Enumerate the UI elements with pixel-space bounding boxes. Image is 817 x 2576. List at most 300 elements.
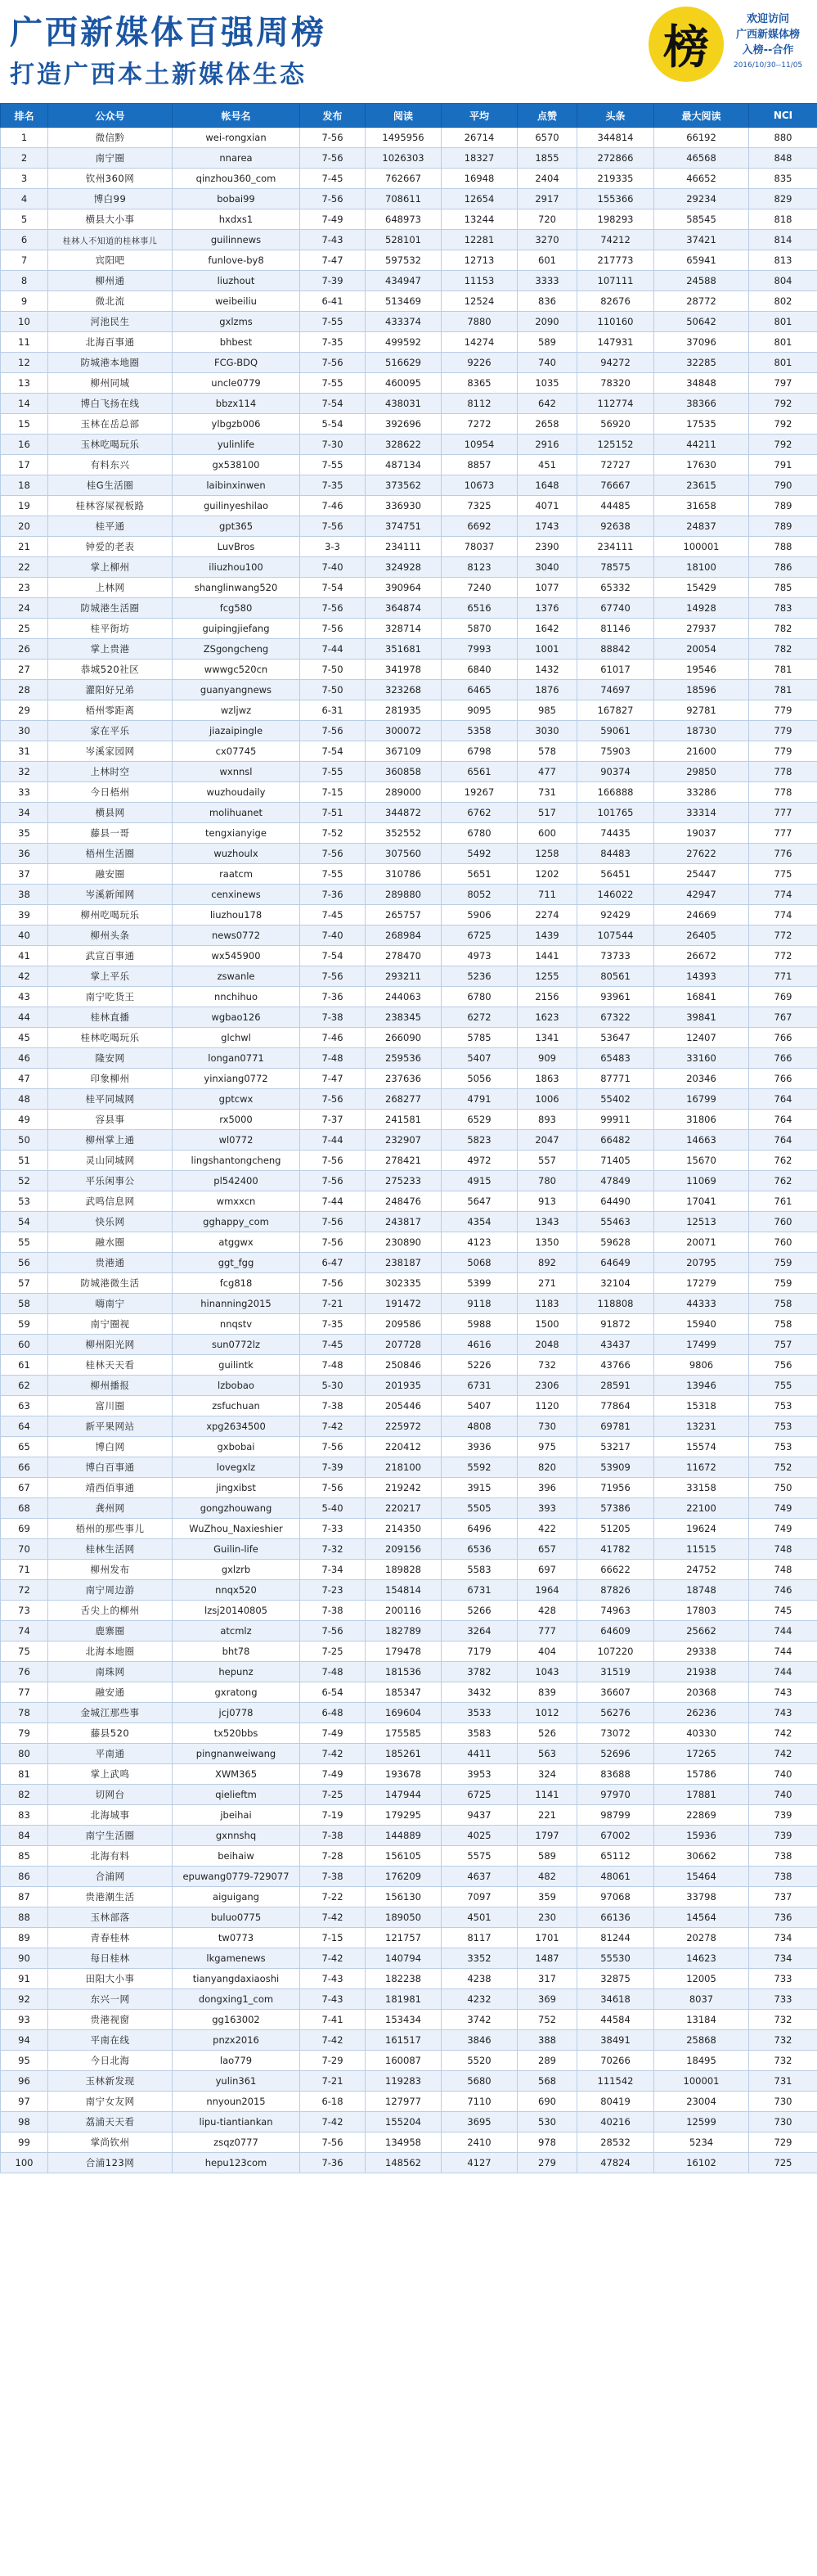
reads-cell: 300072 — [366, 721, 442, 741]
table-row — [1, 782, 817, 803]
account-name-cell: 龚州网 — [48, 1498, 173, 1519]
max-reads-cell: 29338 — [654, 1642, 749, 1662]
table-row — [1, 1764, 817, 1785]
account-name-cell: 掌上柳州 — [48, 557, 173, 578]
max-reads-cell: 34848 — [654, 373, 749, 394]
posts-cell: 7-25 — [300, 1785, 366, 1805]
max-reads-cell: 18495 — [654, 2051, 749, 2071]
account-name-cell: 青春桂林 — [48, 1928, 173, 1948]
max-reads-cell: 9806 — [654, 1355, 749, 1376]
nci-cell: 776 — [749, 844, 817, 864]
reads-cell: 360858 — [366, 762, 442, 782]
headline-cell: 56451 — [577, 864, 654, 885]
max-reads-cell: 15574 — [654, 1437, 749, 1457]
nci-cell: 797 — [749, 373, 817, 394]
account-id-cell: jcj0778 — [173, 1703, 300, 1723]
rank-cell: 23 — [1, 578, 48, 598]
account-id-cell: zsqz0777 — [173, 2132, 300, 2153]
reads-cell: 181536 — [366, 1662, 442, 1682]
rank-cell: 5 — [1, 209, 48, 230]
headline-cell: 87826 — [577, 1580, 654, 1601]
account-id-cell: wwwgc520cn — [173, 660, 300, 680]
likes-cell: 2916 — [518, 435, 577, 455]
posts-cell: 7-54 — [300, 578, 366, 598]
account-id-cell: qielieftm — [173, 1785, 300, 1805]
average-cell: 5226 — [442, 1355, 518, 1376]
headline-cell: 97970 — [577, 1785, 654, 1805]
headline-cell: 64490 — [577, 1191, 654, 1212]
posts-cell: 7-54 — [300, 741, 366, 762]
account-name-cell: 微信黔 — [48, 128, 173, 148]
headline-cell: 74697 — [577, 680, 654, 700]
max-reads-cell: 14393 — [654, 966, 749, 987]
reads-cell: 243817 — [366, 1212, 442, 1232]
posts-cell: 7-38 — [300, 1826, 366, 1846]
account-name-cell: 河池民生 — [48, 312, 173, 332]
max-reads-cell: 17535 — [654, 414, 749, 435]
rank-cell: 56 — [1, 1253, 48, 1273]
account-name-cell: 东兴一网 — [48, 1989, 173, 2010]
account-name-cell: 南宁吃货王 — [48, 987, 173, 1007]
nci-cell: 764 — [749, 1110, 817, 1130]
account-name-cell: 平乐闲事公 — [48, 1171, 173, 1191]
headline-cell: 80419 — [577, 2092, 654, 2112]
average-cell: 6780 — [442, 987, 518, 1007]
table-row — [1, 1989, 817, 2010]
account-id-cell: nnarea — [173, 148, 300, 169]
average-cell: 78037 — [442, 537, 518, 557]
account-id-cell: shanglinwang520 — [173, 578, 300, 598]
max-reads-cell: 58545 — [654, 209, 749, 230]
table-row — [1, 1907, 817, 1928]
rank-cell: 51 — [1, 1151, 48, 1171]
likes-cell: 1648 — [518, 475, 577, 496]
posts-cell: 7-42 — [300, 1907, 366, 1928]
rank-cell: 13 — [1, 373, 48, 394]
likes-cell: 892 — [518, 1253, 577, 1273]
reads-cell: 648973 — [366, 209, 442, 230]
logo-char: 榜 — [663, 20, 709, 74]
account-name-cell: 柳州头条 — [48, 925, 173, 946]
account-name-cell: 南宁周边游 — [48, 1580, 173, 1601]
likes-cell: 404 — [518, 1642, 577, 1662]
average-cell: 19267 — [442, 782, 518, 803]
average-cell: 6762 — [442, 803, 518, 823]
average-cell: 6496 — [442, 1519, 518, 1539]
max-reads-cell: 29234 — [654, 189, 749, 209]
nci-cell: 764 — [749, 1089, 817, 1110]
rank-cell: 45 — [1, 1028, 48, 1048]
headline-cell: 84483 — [577, 844, 654, 864]
page-title: 广西新媒体百强周榜 — [10, 14, 326, 52]
reads-cell: 209156 — [366, 1539, 442, 1560]
max-reads-cell: 18748 — [654, 1580, 749, 1601]
account-id-cell: longan0771 — [173, 1048, 300, 1069]
account-name-cell: 融水圈 — [48, 1232, 173, 1253]
max-reads-cell: 23615 — [654, 475, 749, 496]
join-link[interactable]: 入榜--合作 — [742, 44, 794, 56]
max-reads-cell: 27622 — [654, 844, 749, 864]
headline-cell: 56920 — [577, 414, 654, 435]
account-name-cell: 桂林天天看 — [48, 1355, 173, 1376]
headline-cell: 55530 — [577, 1948, 654, 1969]
account-name-cell: 恭城520社区 — [48, 660, 173, 680]
table-row — [1, 2071, 817, 2092]
account-name-cell: 藤县一哥 — [48, 823, 173, 844]
average-cell: 5680 — [442, 2071, 518, 2092]
nci-cell: 818 — [749, 209, 817, 230]
rank-cell: 6 — [1, 230, 48, 250]
headline-cell: 94272 — [577, 353, 654, 373]
account-id-cell: guilinyeshilao — [173, 496, 300, 516]
posts-cell: 7-56 — [300, 1437, 366, 1457]
max-reads-cell: 50642 — [654, 312, 749, 332]
max-reads-cell: 13184 — [654, 2010, 749, 2030]
likes-cell: 530 — [518, 2112, 577, 2132]
account-id-cell: atcmlz — [173, 1621, 300, 1642]
rank-cell: 93 — [1, 2010, 48, 2030]
posts-cell: 7-38 — [300, 1601, 366, 1621]
rank-cell: 43 — [1, 987, 48, 1007]
average-cell: 5505 — [442, 1498, 518, 1519]
account-name-cell: 上林网 — [48, 578, 173, 598]
account-id-cell: nnyoun2015 — [173, 2092, 300, 2112]
table-row — [1, 1314, 817, 1335]
average-cell: 7993 — [442, 639, 518, 660]
likes-cell: 3030 — [518, 721, 577, 741]
nci-cell: 748 — [749, 1560, 817, 1580]
nci-cell: 753 — [749, 1416, 817, 1437]
posts-cell: 5-54 — [300, 414, 366, 435]
table-row — [1, 1642, 817, 1662]
account-id-cell: rx5000 — [173, 1110, 300, 1130]
nci-cell: 777 — [749, 823, 817, 844]
reads-cell: 259536 — [366, 1048, 442, 1069]
max-reads-cell: 19037 — [654, 823, 749, 844]
max-reads-cell: 24669 — [654, 905, 749, 925]
max-reads-cell: 33286 — [654, 782, 749, 803]
likes-cell: 393 — [518, 1498, 577, 1519]
max-reads-cell: 40330 — [654, 1723, 749, 1744]
max-reads-cell: 24752 — [654, 1560, 749, 1580]
nci-cell: 772 — [749, 946, 817, 966]
account-name-cell: 防城港本地圈 — [48, 353, 173, 373]
average-cell: 5492 — [442, 844, 518, 864]
account-id-cell: tianyangdaxiaoshi — [173, 1969, 300, 1989]
likes-cell: 1876 — [518, 680, 577, 700]
account-id-cell: bht78 — [173, 1642, 300, 1662]
max-reads-cell: 17041 — [654, 1191, 749, 1212]
table-row — [1, 1396, 817, 1416]
reads-cell: 148562 — [366, 2153, 442, 2173]
table-body — [1, 128, 817, 2173]
account-name-cell: 贵港通 — [48, 1253, 173, 1273]
likes-cell: 1183 — [518, 1294, 577, 1314]
headline-cell: 67322 — [577, 1007, 654, 1028]
max-reads-cell: 20071 — [654, 1232, 749, 1253]
rank-cell: 83 — [1, 1805, 48, 1826]
account-name-cell: 平南通 — [48, 1744, 173, 1764]
reads-cell: 302335 — [366, 1273, 442, 1294]
posts-cell: 7-50 — [300, 660, 366, 680]
max-reads-cell: 25447 — [654, 864, 749, 885]
reads-cell: 324928 — [366, 557, 442, 578]
nci-cell: 791 — [749, 455, 817, 475]
account-name-cell: 玉林在岳总部 — [48, 414, 173, 435]
reads-cell: 528101 — [366, 230, 442, 250]
nci-cell: 778 — [749, 762, 817, 782]
account-id-cell: gxbobai — [173, 1437, 300, 1457]
nci-cell: 734 — [749, 1928, 817, 1948]
posts-cell: 7-19 — [300, 1805, 366, 1826]
account-id-cell: epuwang0779-729077 — [173, 1867, 300, 1887]
account-name-cell: 桂林吃喝玩乐 — [48, 1028, 173, 1048]
posts-cell: 7-40 — [300, 925, 366, 946]
likes-cell: 451 — [518, 455, 577, 475]
table-row — [1, 169, 817, 189]
max-reads-cell: 17499 — [654, 1335, 749, 1355]
max-reads-cell: 8037 — [654, 1989, 749, 2010]
headline-cell: 88842 — [577, 639, 654, 660]
max-reads-cell: 37096 — [654, 332, 749, 353]
average-cell: 12654 — [442, 189, 518, 209]
posts-cell: 3-3 — [300, 537, 366, 557]
rank-cell: 27 — [1, 660, 48, 680]
headline-cell: 78320 — [577, 373, 654, 394]
max-reads-cell: 21600 — [654, 741, 749, 762]
reads-cell: 241581 — [366, 1110, 442, 1130]
account-id-cell: hxdxs1 — [173, 209, 300, 230]
account-name-cell: 贵港视窗 — [48, 2010, 173, 2030]
rank-cell: 29 — [1, 700, 48, 721]
table-row — [1, 1437, 817, 1457]
nci-cell: 792 — [749, 394, 817, 414]
table-row — [1, 1867, 817, 1887]
headline-cell: 111542 — [577, 2071, 654, 2092]
max-reads-cell: 15429 — [654, 578, 749, 598]
ranking-table — [0, 103, 817, 2173]
account-name-cell: 有料东兴 — [48, 455, 173, 475]
average-cell: 5358 — [442, 721, 518, 741]
likes-cell: 1376 — [518, 598, 577, 619]
table-row — [1, 2153, 817, 2173]
reads-cell: 289880 — [366, 885, 442, 905]
rank-cell: 37 — [1, 864, 48, 885]
max-reads-cell: 16799 — [654, 1089, 749, 1110]
max-reads-cell: 14663 — [654, 1130, 749, 1151]
average-cell: 6272 — [442, 1007, 518, 1028]
headline-cell: 64649 — [577, 1253, 654, 1273]
nci-cell: 771 — [749, 966, 817, 987]
table-row — [1, 680, 817, 700]
max-reads-cell: 12407 — [654, 1028, 749, 1048]
reads-cell: 219242 — [366, 1478, 442, 1498]
account-id-cell: bbzx114 — [173, 394, 300, 414]
table-row — [1, 1416, 817, 1437]
headline-cell: 28532 — [577, 2132, 654, 2153]
rank-cell: 57 — [1, 1273, 48, 1294]
rank-cell: 39 — [1, 905, 48, 925]
table-row — [1, 1212, 817, 1232]
nci-cell: 753 — [749, 1396, 817, 1416]
likes-cell: 732 — [518, 1355, 577, 1376]
max-reads-cell: 44333 — [654, 1294, 749, 1314]
account-name-cell: 富川圈 — [48, 1396, 173, 1416]
reads-cell: 201935 — [366, 1376, 442, 1396]
account-name-cell: 桂林容屎视板路 — [48, 496, 173, 516]
nci-cell: 742 — [749, 1744, 817, 1764]
likes-cell: 893 — [518, 1110, 577, 1130]
rank-cell: 89 — [1, 1928, 48, 1948]
welcome-text: 欢迎访问 — [746, 13, 789, 25]
likes-cell: 978 — [518, 2132, 577, 2153]
rank-cell: 61 — [1, 1355, 48, 1376]
average-cell: 6780 — [442, 823, 518, 844]
rank-cell: 9 — [1, 291, 48, 312]
likes-cell: 1043 — [518, 1662, 577, 1682]
likes-cell: 557 — [518, 1151, 577, 1171]
posts-cell: 7-56 — [300, 1478, 366, 1498]
posts-cell: 7-42 — [300, 1416, 366, 1437]
headline-cell: 67002 — [577, 1826, 654, 1846]
col-nci: NCI — [749, 104, 817, 128]
likes-cell: 777 — [518, 1621, 577, 1642]
account-name-cell: 掌上武鸣 — [48, 1764, 173, 1785]
rank-cell: 54 — [1, 1212, 48, 1232]
table-row — [1, 1887, 817, 1907]
account-name-cell: 博白99 — [48, 189, 173, 209]
average-cell: 4232 — [442, 1989, 518, 2010]
likes-cell: 1439 — [518, 925, 577, 946]
headline-cell: 87771 — [577, 1069, 654, 1089]
headline-cell: 80561 — [577, 966, 654, 987]
table-row — [1, 189, 817, 209]
nci-cell: 730 — [749, 2112, 817, 2132]
average-cell: 7325 — [442, 496, 518, 516]
average-cell: 7110 — [442, 2092, 518, 2112]
likes-cell: 2156 — [518, 987, 577, 1007]
account-id-cell: wxnnsl — [173, 762, 300, 782]
likes-cell: 740 — [518, 353, 577, 373]
likes-cell: 730 — [518, 1416, 577, 1437]
average-cell: 3533 — [442, 1703, 518, 1723]
rank-cell: 94 — [1, 2030, 48, 2051]
posts-cell: 7-43 — [300, 1969, 366, 1989]
average-cell: 5870 — [442, 619, 518, 639]
rank-cell: 48 — [1, 1089, 48, 1110]
account-id-cell: gg163002 — [173, 2010, 300, 2030]
posts-cell: 7-51 — [300, 803, 366, 823]
account-id-cell: wl0772 — [173, 1130, 300, 1151]
max-reads-cell: 15318 — [654, 1396, 749, 1416]
posts-cell: 7-56 — [300, 148, 366, 169]
rank-cell: 10 — [1, 312, 48, 332]
table-row — [1, 762, 817, 782]
period-text: 2016/10/30--11/05 — [733, 61, 803, 70]
reads-cell: 153434 — [366, 2010, 442, 2030]
likes-cell: 985 — [518, 700, 577, 721]
headline-cell: 65483 — [577, 1048, 654, 1069]
headline-cell: 110160 — [577, 312, 654, 332]
average-cell: 4637 — [442, 1867, 518, 1887]
likes-cell: 1487 — [518, 1948, 577, 1969]
account-name-cell: 钟爱的老表 — [48, 537, 173, 557]
likes-cell: 1141 — [518, 1785, 577, 1805]
account-id-cell: dongxing1_com — [173, 1989, 300, 2010]
headline-cell: 55463 — [577, 1212, 654, 1232]
posts-cell: 7-56 — [300, 1273, 366, 1294]
col-posts: 发布 — [300, 104, 366, 128]
table-row — [1, 1969, 817, 1989]
rank-cell: 47 — [1, 1069, 48, 1089]
rank-cell: 55 — [1, 1232, 48, 1253]
max-reads-cell: 18100 — [654, 557, 749, 578]
reads-cell: 230890 — [366, 1232, 442, 1253]
posts-cell: 7-21 — [300, 1294, 366, 1314]
posts-cell: 7-39 — [300, 1457, 366, 1478]
likes-cell: 913 — [518, 1191, 577, 1212]
likes-cell: 359 — [518, 1887, 577, 1907]
account-id-cell: wx545900 — [173, 946, 300, 966]
rank-cell: 96 — [1, 2071, 48, 2092]
account-name-cell: 灵山同城网 — [48, 1151, 173, 1171]
rank-cell: 91 — [1, 1969, 48, 1989]
table-row — [1, 1294, 817, 1314]
headline-cell: 167827 — [577, 700, 654, 721]
headline-cell: 219335 — [577, 169, 654, 189]
nci-cell: 782 — [749, 619, 817, 639]
likes-cell: 2047 — [518, 1130, 577, 1151]
reads-cell: 438031 — [366, 394, 442, 414]
reads-cell: 307560 — [366, 844, 442, 864]
rank-cell: 46 — [1, 1048, 48, 1069]
table-row — [1, 230, 817, 250]
account-id-cell: cx07745 — [173, 741, 300, 762]
headline-cell: 43437 — [577, 1335, 654, 1355]
headline-cell: 272866 — [577, 148, 654, 169]
max-reads-cell: 17265 — [654, 1744, 749, 1764]
account-id-cell: nnqstv — [173, 1314, 300, 1335]
account-id-cell: yinxiang0772 — [173, 1069, 300, 1089]
max-reads-cell: 20054 — [654, 639, 749, 660]
posts-cell: 7-28 — [300, 1846, 366, 1867]
table-row — [1, 128, 817, 148]
likes-cell: 657 — [518, 1539, 577, 1560]
table-row — [1, 1048, 817, 1069]
nci-cell: 736 — [749, 1907, 817, 1928]
account-name-cell: 桂平通 — [48, 516, 173, 537]
headline-cell: 44485 — [577, 496, 654, 516]
account-id-cell: guanyangnews — [173, 680, 300, 700]
posts-cell: 7-42 — [300, 1948, 366, 1969]
reads-cell: 351681 — [366, 639, 442, 660]
account-id-cell: lao779 — [173, 2051, 300, 2071]
average-cell: 6798 — [442, 741, 518, 762]
headline-cell: 74435 — [577, 823, 654, 844]
reads-cell: 344872 — [366, 803, 442, 823]
rank-cell: 100 — [1, 2153, 48, 2173]
rank-cell: 26 — [1, 639, 48, 660]
account-id-cell: tx520bbs — [173, 1723, 300, 1744]
average-cell: 12281 — [442, 230, 518, 250]
headline-cell: 78575 — [577, 557, 654, 578]
average-cell: 7880 — [442, 312, 518, 332]
account-id-cell: atggwx — [173, 1232, 300, 1253]
account-id-cell: wzljwz — [173, 700, 300, 721]
average-cell: 5407 — [442, 1396, 518, 1416]
likes-cell: 1623 — [518, 1007, 577, 1028]
headline-cell: 74212 — [577, 230, 654, 250]
